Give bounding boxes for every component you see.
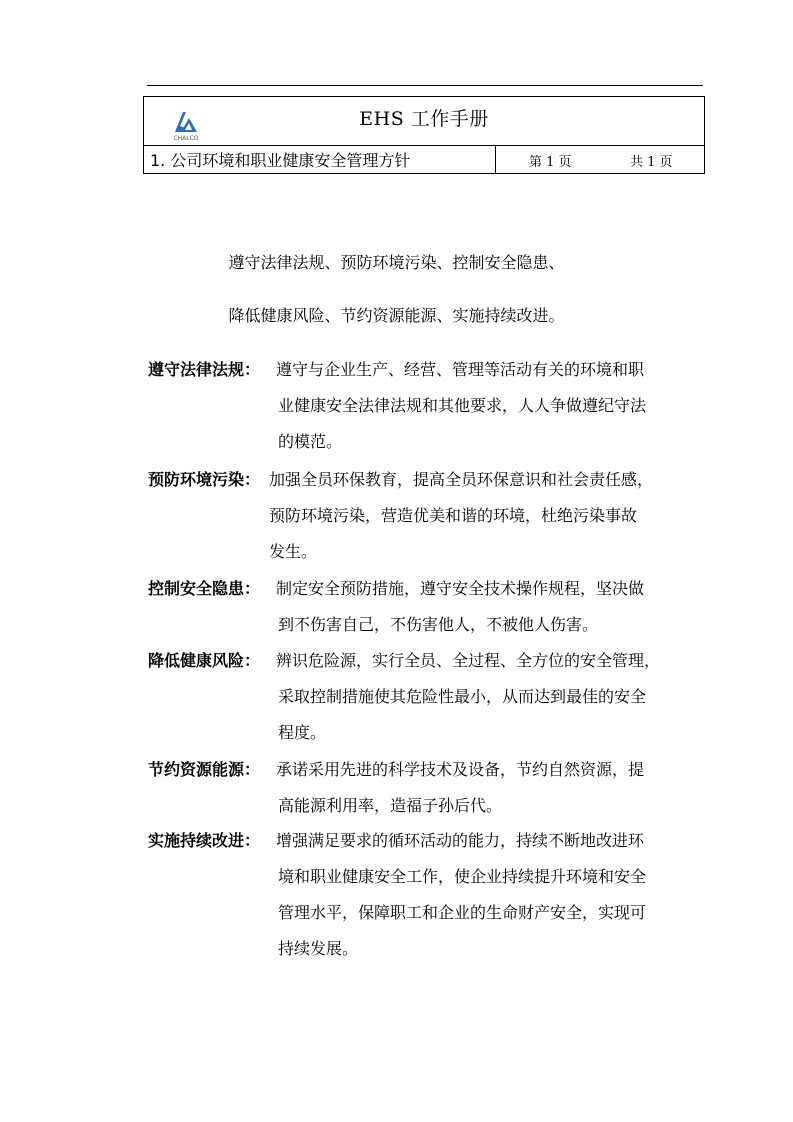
policy-text-line: 辨识危险源，实行全员、全过程、全方位的安全管理， — [276, 651, 661, 670]
policy-text-line: 制定安全预防措施，遵守安全技术操作规程，坚决做 — [276, 579, 645, 598]
header-rule — [147, 85, 703, 86]
policy-term: 控制安全隐患： — [148, 579, 261, 598]
policy-text-line: 增强满足要求的循环活动的能力，持续不断地改进环 — [276, 831, 645, 850]
svg-text:CHALCO: CHALCO — [173, 135, 199, 142]
policy-text-line: 加强全员环保教育，提高全员环保意识和社会责任感， — [269, 470, 654, 489]
motto-line-2: 降低健康风险、节约资源能源、实施持续改进。 — [228, 306, 565, 325]
page-total: 共 1 页 — [630, 155, 673, 170]
policy-text-line: 程度。 — [278, 723, 327, 742]
motto-line-1: 遵守法律法规、预防环境污染、控制安全隐患、 — [228, 253, 565, 272]
policy-text-line: 承诺采用先进的科学技术及设备，节约自然资源，提 — [276, 760, 645, 779]
policy-text-line: 业健康安全法律法规和其他要求，人人争做遵纪守法 — [278, 396, 647, 415]
policy-text-line: 预防环境污染，营造优美和谐的环境，杜绝污染事故 — [269, 506, 638, 525]
policy-text-line: 持续发展。 — [278, 939, 359, 958]
policy-term: 预防环境污染： — [148, 470, 261, 489]
document-header — [143, 96, 705, 174]
policy-text-line: 发生。 — [269, 542, 318, 561]
policy-text-line: 境和职业健康安全工作，使企业持续提升环境和安全 — [278, 867, 647, 886]
column-divider — [495, 145, 496, 173]
policy-text-line: 到不伤害自己，不伤害他人，不被他人伤害。 — [278, 615, 599, 634]
policy-term: 节约资源能源： — [148, 760, 261, 779]
policy-term: 实施持续改进： — [148, 831, 261, 850]
manual-title: EHS 工作手册 — [359, 108, 489, 130]
policy-text-line: 管理水平，保障职工和企业的生命财产安全，实现可 — [278, 903, 647, 922]
policy-term: 遵守法律法规： — [148, 360, 261, 379]
policy-text-line: 遵守与企业生产、经营、管理等活动有关的环境和职 — [276, 360, 645, 379]
page-current: 第 1 页 — [529, 155, 572, 170]
policy-text-line: 高能源利用率，造福子孙后代。 — [278, 796, 503, 815]
section-title: 1. 公司环境和职业健康安全管理方针 — [150, 151, 411, 170]
policy-text-line: 采取控制措施使其危险性最小，从而达到最佳的安全 — [278, 687, 647, 706]
header-section-row — [144, 145, 704, 173]
policy-term: 降低健康风险： — [148, 651, 261, 670]
header-title-row — [144, 97, 704, 146]
policy-text-line: 的模范。 — [278, 432, 343, 451]
